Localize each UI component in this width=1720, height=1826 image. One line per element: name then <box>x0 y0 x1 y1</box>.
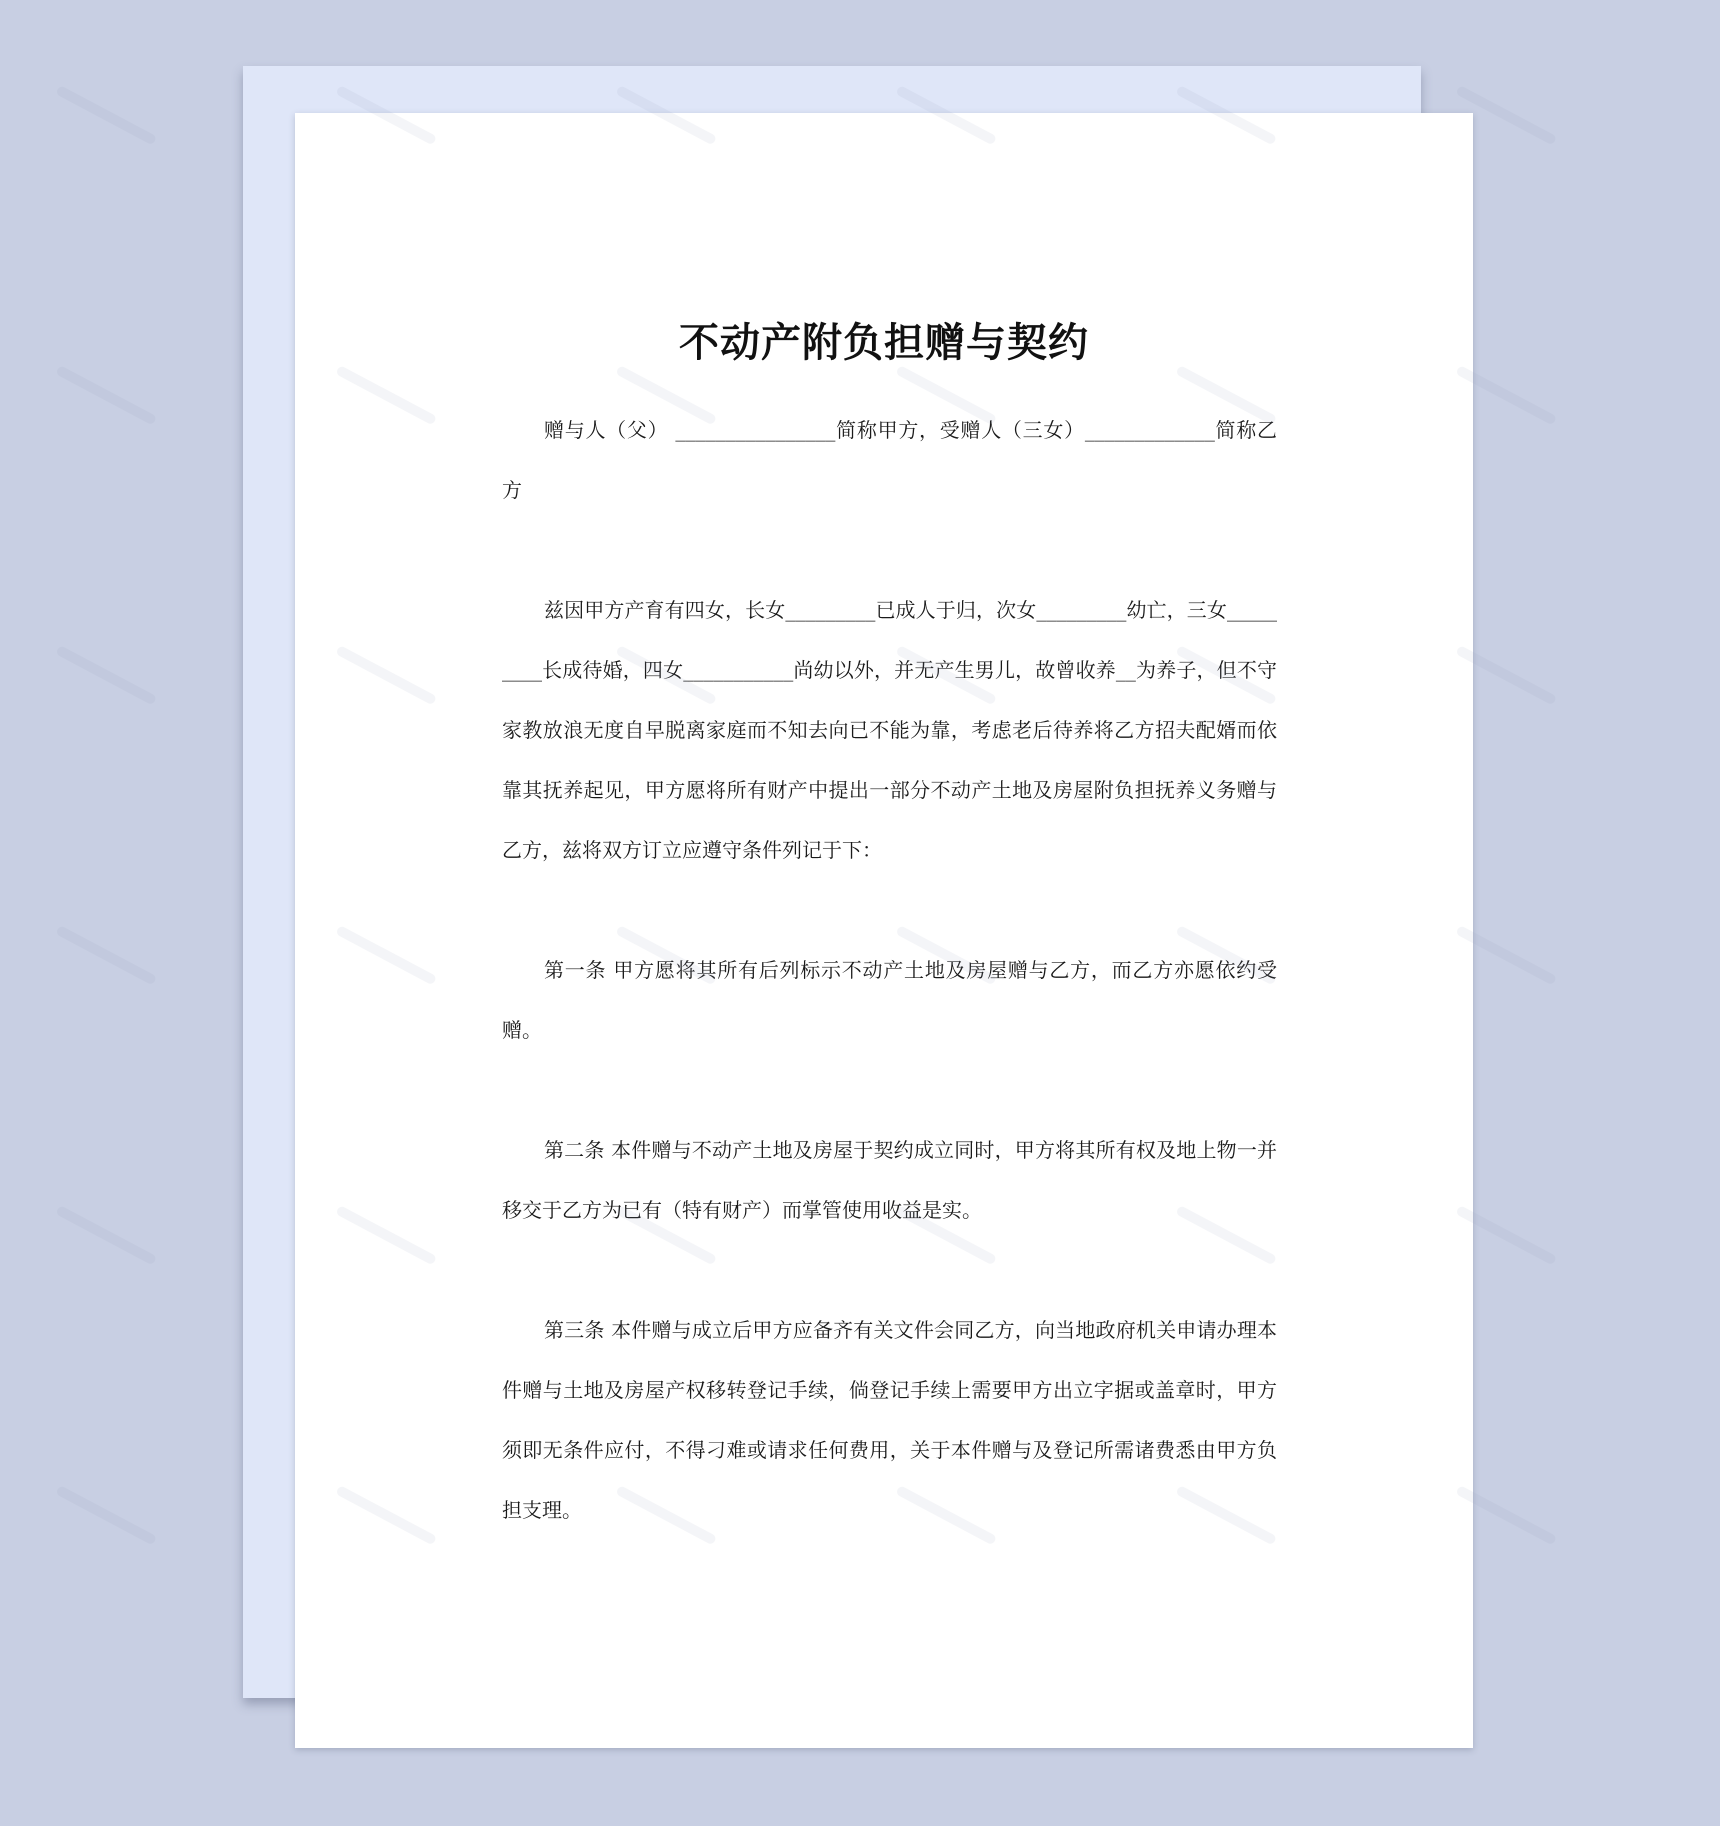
document-body <box>502 400 1277 1540</box>
watermark-mark <box>55 1205 157 1265</box>
paragraph-article-3: 第三条 本件赠与成立后甲方应备齐有关文件会同乙方，向当地政府机关申请办理本件赠与土地及房屋产权移转登记手续，倘登记手续上需要甲方出立字据或盖章时，甲方须即无条件应付，不得刁难或请求任何费用，关于本件赠与及登记所需诸费悉由甲方负担支理。 <box>502 1318 1277 1522</box>
paragraph-parties: 赠与人（父） ________________简称甲方，受赠人（三女）_____________简称乙方 <box>502 418 1277 502</box>
watermark-mark <box>55 645 157 705</box>
watermark-mark <box>55 1485 157 1545</box>
watermark-mark <box>55 925 157 985</box>
watermark-mark <box>55 85 157 145</box>
document-page <box>295 113 1473 1748</box>
paragraph-article-1: 第一条 甲方愿将其所有后列标示不动产土地及房屋赠与乙方，而乙方亦愿依约受赠。 <box>502 958 1277 1042</box>
paragraph-article-2: 第二条 本件赠与不动产土地及房屋于契约成立同时，甲方将其所有权及地上物一并移交于乙方为已有（特有财产）而掌管使用收益是实。 <box>502 1138 1277 1222</box>
watermark-mark <box>55 365 157 425</box>
paragraph-preamble: 兹因甲方产育有四女，长女_________已成人于归，次女_________幼亡，三女_________长成待婚，四女___________尚幼以外，并无产生男儿，故曾收养__为养子，但不守家教放浪无度自早脱离家庭而不知去向已不能为靠，考虑老后待养将乙方招夫配婿而依靠其抚养起见，甲方愿将所有财产中提出一部分不动产土地及房屋附负担抚养义务赠与乙方，兹将双方订立应遵守条件列记于下： <box>502 598 1277 862</box>
document-title: 不动产附负担赠与契约 <box>679 320 1089 366</box>
